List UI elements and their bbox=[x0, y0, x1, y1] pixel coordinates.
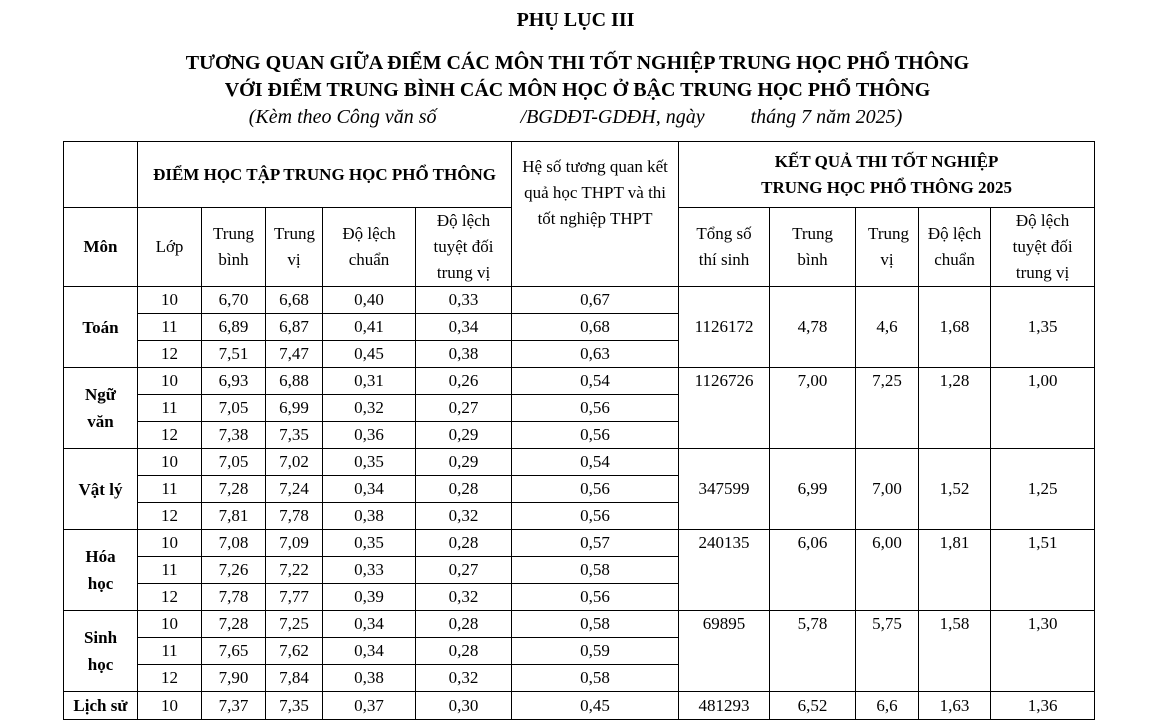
grade-cell: 10 bbox=[138, 692, 202, 720]
grade-cell: 11 bbox=[138, 395, 202, 422]
correlation-cell: 0,58 bbox=[512, 611, 679, 638]
median-cell: 6,68 bbox=[266, 287, 323, 314]
correlation-cell: 0,59 bbox=[512, 638, 679, 665]
document-subtitle bbox=[0, 106, 1151, 129]
mad-cell: 0,32 bbox=[416, 665, 512, 692]
subject-cell: Lịch sử bbox=[64, 692, 138, 720]
correlation-cell: 0,56 bbox=[512, 584, 679, 611]
mean-cell: 7,05 bbox=[202, 449, 266, 476]
mean-cell: 7,28 bbox=[202, 476, 266, 503]
mean-cell: 6,93 bbox=[202, 368, 266, 395]
std-cell: 0,34 bbox=[323, 476, 416, 503]
std-cell: 0,39 bbox=[323, 584, 416, 611]
std-cell: 0,38 bbox=[323, 665, 416, 692]
correlation-cell: 0,68 bbox=[512, 314, 679, 341]
grade-cell: 11 bbox=[138, 314, 202, 341]
exam-mad-cell: 1,51 bbox=[991, 530, 1095, 611]
correlation-table bbox=[63, 141, 1095, 720]
correlation-column-header: Hệ số tương quan kết quả học THPT và thi tốt nghiệp THPT bbox=[512, 142, 679, 287]
exam-total-cell: 347599 bbox=[679, 449, 770, 530]
subject-cell: Sinh học bbox=[64, 611, 138, 692]
median-cell: 6,87 bbox=[266, 314, 323, 341]
mean-cell: 7,28 bbox=[202, 611, 266, 638]
std-cell: 0,40 bbox=[323, 287, 416, 314]
exam-mean-cell: 6,99 bbox=[770, 449, 856, 530]
table-row bbox=[64, 287, 1095, 314]
mad-cell: 0,28 bbox=[416, 638, 512, 665]
grade-cell: 10 bbox=[138, 611, 202, 638]
std-cell: 0,41 bbox=[323, 314, 416, 341]
mad-cell: 0,33 bbox=[416, 287, 512, 314]
grade-cell: 10 bbox=[138, 368, 202, 395]
mad-cell: 0,32 bbox=[416, 584, 512, 611]
mad-cell: 0,27 bbox=[416, 395, 512, 422]
table-row bbox=[64, 692, 1095, 720]
empty-corner-cell bbox=[64, 142, 138, 208]
subtitle-part-1: (Kèm theo Công văn số bbox=[248, 106, 437, 128]
grade-cell: 12 bbox=[138, 341, 202, 368]
median-cell: 7,84 bbox=[266, 665, 323, 692]
mean-column-header: Trung bình bbox=[202, 208, 266, 287]
exam-mad-cell: 1,00 bbox=[991, 368, 1095, 449]
median-cell: 7,77 bbox=[266, 584, 323, 611]
subject-cell: Ngữ văn bbox=[64, 368, 138, 449]
median-cell: 6,99 bbox=[266, 395, 323, 422]
exam-mad-column-header: Độ lệch tuyệt đối trung vị bbox=[991, 208, 1095, 287]
mad-cell: 0,29 bbox=[416, 422, 512, 449]
document-title-line-2: VỚI ĐIỂM TRUNG BÌNH CÁC MÔN HỌC Ở BẬC TRUNG HỌC PHỔ THÔNG bbox=[224, 79, 931, 101]
correlation-cell: 0,56 bbox=[512, 476, 679, 503]
median-column-header: Trung vị bbox=[266, 208, 323, 287]
exam-std-cell: 1,63 bbox=[919, 692, 991, 720]
mean-cell: 7,78 bbox=[202, 584, 266, 611]
subject-column-header: Môn bbox=[64, 208, 138, 287]
subject-cell: Hóa học bbox=[64, 530, 138, 611]
subject-cell: Toán bbox=[64, 287, 138, 368]
correlation-cell: 0,54 bbox=[512, 449, 679, 476]
std-cell: 0,34 bbox=[323, 638, 416, 665]
grade-cell: 11 bbox=[138, 557, 202, 584]
median-cell: 7,62 bbox=[266, 638, 323, 665]
grade-cell: 12 bbox=[138, 503, 202, 530]
subject-cell: Vật lý bbox=[64, 449, 138, 530]
exam-total-cell: 481293 bbox=[679, 692, 770, 720]
median-cell: 7,22 bbox=[266, 557, 323, 584]
correlation-cell: 0,67 bbox=[512, 287, 679, 314]
mad-cell: 0,26 bbox=[416, 368, 512, 395]
exam-mad-cell: 1,36 bbox=[991, 692, 1095, 720]
exam-total-cell: 1126172 bbox=[679, 287, 770, 368]
correlation-cell: 0,56 bbox=[512, 395, 679, 422]
appendix-title: PHỤ LỤC III bbox=[516, 9, 635, 31]
mean-cell: 7,26 bbox=[202, 557, 266, 584]
correlation-cell: 0,56 bbox=[512, 503, 679, 530]
mean-cell: 7,51 bbox=[202, 341, 266, 368]
mad-cell: 0,28 bbox=[416, 611, 512, 638]
correlation-cell: 0,58 bbox=[512, 557, 679, 584]
mean-cell: 7,08 bbox=[202, 530, 266, 557]
exam-total-cell: 69895 bbox=[679, 611, 770, 692]
mean-cell: 7,90 bbox=[202, 665, 266, 692]
std-cell: 0,31 bbox=[323, 368, 416, 395]
median-cell: 7,35 bbox=[266, 692, 323, 720]
mean-cell: 7,65 bbox=[202, 638, 266, 665]
exam-std-cell: 1,68 bbox=[919, 287, 991, 368]
exam-std-cell: 1,52 bbox=[919, 449, 991, 530]
std-cell: 0,32 bbox=[323, 395, 416, 422]
table-row bbox=[64, 449, 1095, 476]
exam-results-group-header bbox=[679, 142, 1095, 208]
std-cell: 0,35 bbox=[323, 449, 416, 476]
grade-cell: 10 bbox=[138, 449, 202, 476]
grade-cell: 11 bbox=[138, 476, 202, 503]
subtitle-part-3: tháng 7 năm 2025) bbox=[750, 106, 903, 128]
mean-cell: 6,70 bbox=[202, 287, 266, 314]
median-cell: 6,88 bbox=[266, 368, 323, 395]
exam-mad-cell: 1,35 bbox=[991, 287, 1095, 368]
mad-column-header: Độ lệch tuyệt đối trung vị bbox=[416, 208, 512, 287]
std-cell: 0,34 bbox=[323, 611, 416, 638]
exam-median-cell: 7,25 bbox=[856, 368, 919, 449]
correlation-cell: 0,56 bbox=[512, 422, 679, 449]
median-cell: 7,02 bbox=[266, 449, 323, 476]
mad-cell: 0,28 bbox=[416, 530, 512, 557]
exam-median-column-header: Trung vị bbox=[856, 208, 919, 287]
subtitle-part-2: /BGDĐT-GDĐH, ngày bbox=[520, 106, 705, 128]
mad-cell: 0,29 bbox=[416, 449, 512, 476]
grade-column-header: Lớp bbox=[138, 208, 202, 287]
exam-mean-cell: 7,00 bbox=[770, 368, 856, 449]
correlation-cell: 0,57 bbox=[512, 530, 679, 557]
exam-mean-cell: 6,52 bbox=[770, 692, 856, 720]
exam-std-cell: 1,58 bbox=[919, 611, 991, 692]
school-scores-group-header: ĐIỂM HỌC TẬP TRUNG HỌC PHỔ THÔNG bbox=[138, 142, 512, 208]
mean-cell: 7,05 bbox=[202, 395, 266, 422]
exam-median-cell: 7,00 bbox=[856, 449, 919, 530]
exam-std-column-header: Độ lệch chuẩn bbox=[919, 208, 991, 287]
exam-mean-column-header: Trung bình bbox=[770, 208, 856, 287]
correlation-cell: 0,58 bbox=[512, 665, 679, 692]
std-cell: 0,38 bbox=[323, 503, 416, 530]
exam-mad-cell: 1,25 bbox=[991, 449, 1095, 530]
median-cell: 7,78 bbox=[266, 503, 323, 530]
median-cell: 7,09 bbox=[266, 530, 323, 557]
table-row bbox=[64, 530, 1095, 557]
mad-cell: 0,34 bbox=[416, 314, 512, 341]
exam-results-header-line-1: KẾT QUẢ THI TỐT NGHIỆP bbox=[774, 151, 999, 171]
mad-cell: 0,27 bbox=[416, 557, 512, 584]
mad-cell: 0,28 bbox=[416, 476, 512, 503]
exam-median-cell: 5,75 bbox=[856, 611, 919, 692]
exam-mad-cell: 1,30 bbox=[991, 611, 1095, 692]
table-row bbox=[64, 611, 1095, 638]
exam-total-cell: 1126726 bbox=[679, 368, 770, 449]
mad-cell: 0,32 bbox=[416, 503, 512, 530]
exam-median-cell: 6,6 bbox=[856, 692, 919, 720]
grade-cell: 12 bbox=[138, 422, 202, 449]
table-row bbox=[64, 368, 1095, 395]
mean-cell: 7,37 bbox=[202, 692, 266, 720]
correlation-cell: 0,54 bbox=[512, 368, 679, 395]
exam-mean-cell: 5,78 bbox=[770, 611, 856, 692]
mad-cell: 0,38 bbox=[416, 341, 512, 368]
grade-cell: 11 bbox=[138, 638, 202, 665]
std-cell: 0,36 bbox=[323, 422, 416, 449]
std-column-header: Độ lệch chuẩn bbox=[323, 208, 416, 287]
exam-std-cell: 1,81 bbox=[919, 530, 991, 611]
std-cell: 0,45 bbox=[323, 341, 416, 368]
median-cell: 7,47 bbox=[266, 341, 323, 368]
median-cell: 7,25 bbox=[266, 611, 323, 638]
correlation-cell: 0,45 bbox=[512, 692, 679, 720]
median-cell: 7,35 bbox=[266, 422, 323, 449]
std-cell: 0,37 bbox=[323, 692, 416, 720]
exam-median-cell: 4,6 bbox=[856, 287, 919, 368]
exam-median-cell: 6,00 bbox=[856, 530, 919, 611]
grade-cell: 10 bbox=[138, 530, 202, 557]
exam-mean-cell: 4,78 bbox=[770, 287, 856, 368]
grade-cell: 12 bbox=[138, 665, 202, 692]
grade-cell: 12 bbox=[138, 584, 202, 611]
exam-total-cell: 240135 bbox=[679, 530, 770, 611]
mean-cell: 6,89 bbox=[202, 314, 266, 341]
exam-mean-cell: 6,06 bbox=[770, 530, 856, 611]
exam-results-header-line-2: TRUNG HỌC PHỔ THÔNG 2025 bbox=[761, 177, 1013, 197]
exam-std-cell: 1,28 bbox=[919, 368, 991, 449]
mean-cell: 7,81 bbox=[202, 503, 266, 530]
mean-cell: 7,38 bbox=[202, 422, 266, 449]
mad-cell: 0,30 bbox=[416, 692, 512, 720]
total-candidates-column-header: Tổng số thí sinh bbox=[679, 208, 770, 287]
std-cell: 0,35 bbox=[323, 530, 416, 557]
correlation-cell: 0,63 bbox=[512, 341, 679, 368]
grade-cell: 10 bbox=[138, 287, 202, 314]
document-title-line-1: TƯƠNG QUAN GIỮA ĐIỂM CÁC MÔN THI TỐT NGHIỆP TRUNG HỌC PHỔ THÔNG bbox=[185, 52, 970, 74]
std-cell: 0,33 bbox=[323, 557, 416, 584]
median-cell: 7,24 bbox=[266, 476, 323, 503]
